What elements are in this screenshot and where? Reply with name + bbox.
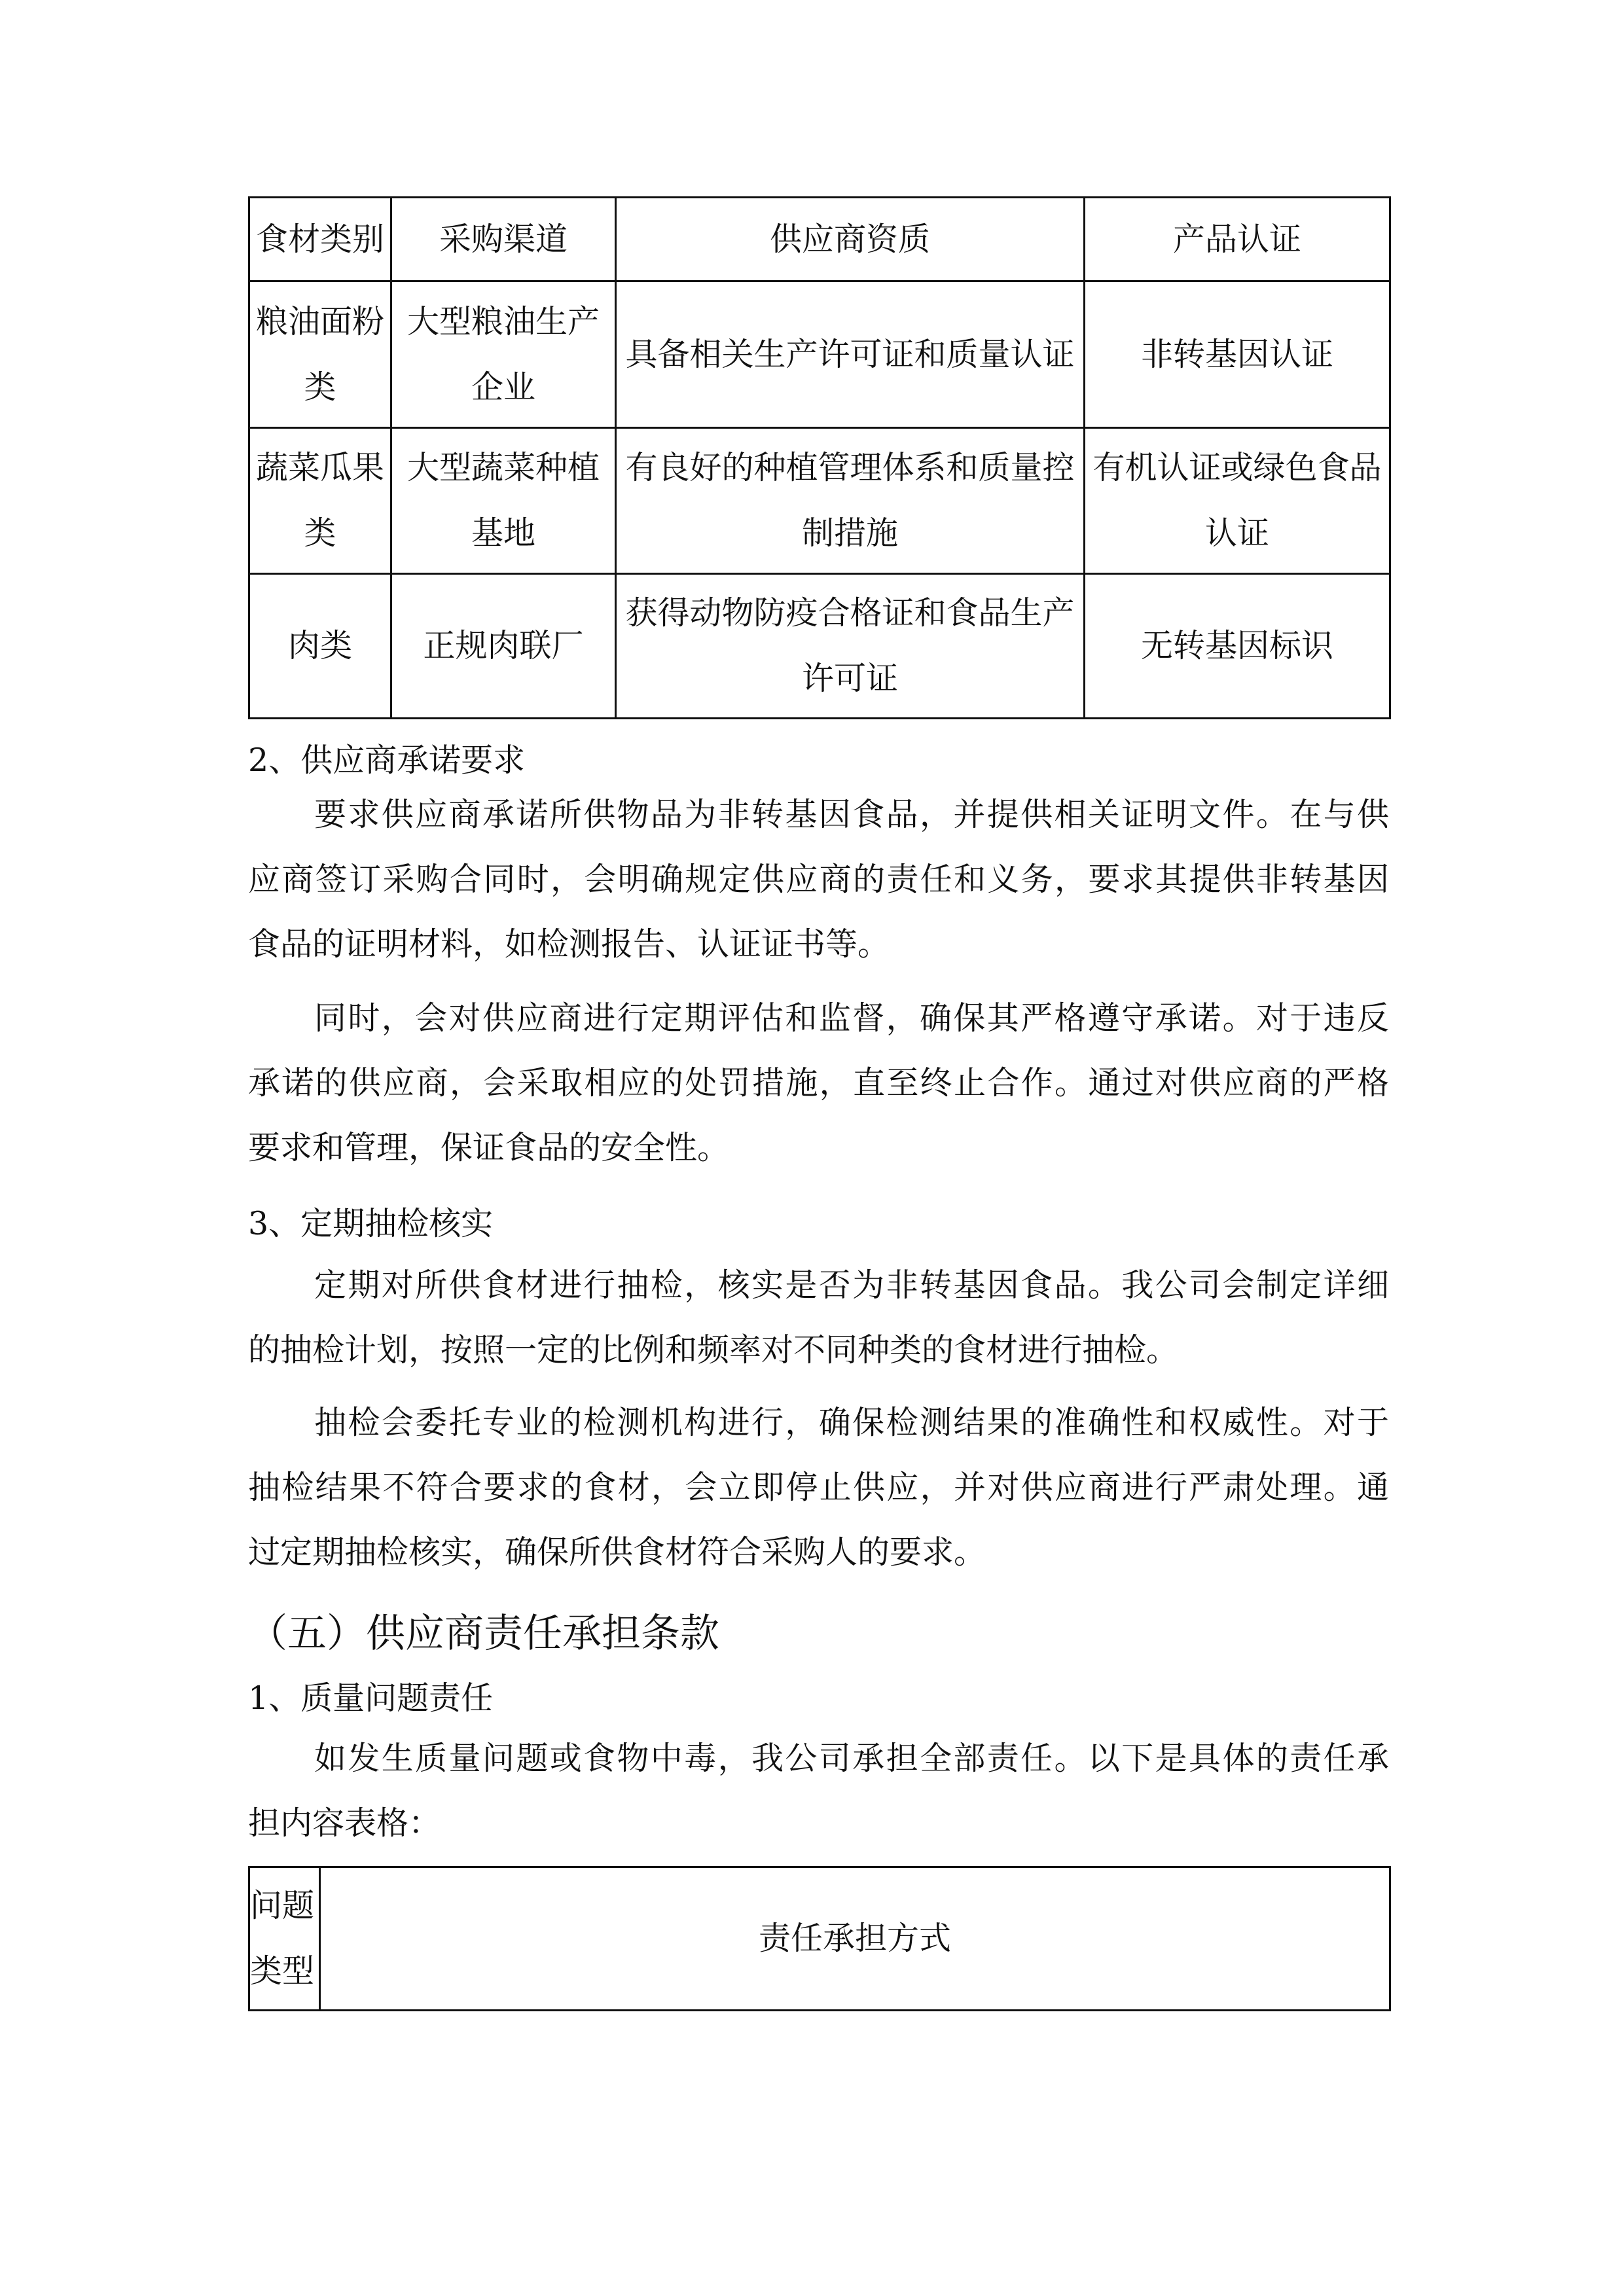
text-line: 要求和管理，保证食品的安全性。 [248, 1129, 730, 1166]
table-header-row [249, 198, 1390, 281]
section-5-heading: （五）供应商责任承担条款 [248, 1611, 719, 1657]
table-cell [391, 281, 616, 428]
table-cell [249, 574, 391, 719]
cell-text: 有机认证或绿色食品 [1092, 449, 1382, 486]
text-line: 要求供应商承诺所供物品为非转基因食品，并提供相关证明文件。在与供 [314, 796, 1389, 833]
table-cell [249, 198, 391, 281]
liability-table [248, 1866, 1391, 2011]
text-line: 过定期抽检核实，确保所供食材符合采购人的要求。 [248, 1534, 986, 1571]
text-line: 应商签订采购合同时，会明确规定供应商的责任和义务，要求其提供非转基因 [248, 861, 1389, 898]
cell-text: 产品认证 [1172, 220, 1301, 258]
table-cell [391, 198, 616, 281]
table-cell [249, 1867, 320, 2011]
text-line: 的抽检计划，按照一定的比例和频率对不同种类的食材进行抽检。 [248, 1331, 1179, 1369]
text-line: 如发生质量问题或食物中毒，我公司承担全部责任。以下是具体的责任承 [314, 1740, 1389, 1777]
cell-text: 许可证 [801, 660, 898, 697]
cell-text: 具备相关生产许可证和质量认证 [625, 335, 1075, 373]
subsection-1-heading: 1、质量问题责任 [248, 1679, 494, 1717]
cell-text: 肉类 [287, 627, 352, 664]
table-cell [1085, 198, 1390, 281]
cell-text: 食材类别 [255, 220, 384, 258]
text-line: 食品的证明材料，如检测报告、认证证书等。 [248, 925, 890, 963]
cell-text: 类 [304, 368, 336, 406]
table-cell [616, 281, 1085, 428]
cell-text: 有良好的种植管理体系和质量控 [625, 449, 1075, 486]
cell-text: 问题 [250, 1887, 315, 1924]
cell-text: 蔬菜瓜果 [255, 449, 384, 486]
cell-text: 基地 [471, 514, 535, 552]
cell-text: 粮油面粉 [255, 302, 384, 340]
text-line: 定期对所供食材进行抽检，核实是否为非转基因食品。我公司会制定详细 [314, 1266, 1389, 1304]
cell-text: 认证 [1204, 514, 1269, 552]
cell-text: 大型粮油生产 [406, 302, 600, 340]
cell-text: 获得动物防疫合格证和食品生产 [625, 594, 1075, 632]
section-3-heading: 3、定期抽检核实 [248, 1205, 494, 1242]
table-header-row [249, 1867, 1390, 2011]
cell-text: 制措施 [801, 514, 898, 552]
table-cell [391, 428, 616, 574]
cell-text: 非转基因认证 [1140, 335, 1333, 373]
cell-text: 类 [304, 514, 336, 552]
food-sourcing-table [248, 196, 1391, 719]
text-line: 抽检会委托专业的检测机构进行，确保检测结果的准确性和权威性。对于 [314, 1404, 1389, 1441]
table-row [249, 428, 1390, 574]
cell-text: 大型蔬菜种植 [406, 449, 600, 486]
text-line: 担内容表格： [248, 1804, 441, 1842]
cell-text: 采购渠道 [439, 220, 568, 258]
table-cell [616, 198, 1085, 281]
table-row [249, 574, 1390, 719]
section-2-heading: 2、供应商承诺要求 [248, 742, 526, 779]
table-cell [249, 428, 391, 574]
text-line: 抽检结果不符合要求的食材，会立即停止供应，并对供应商进行严肃处理。通 [248, 1469, 1389, 1506]
table-cell [391, 574, 616, 719]
table-cell [249, 281, 391, 428]
table-cell [616, 428, 1085, 574]
text-line: 同时，会对供应商进行定期评估和监督，确保其严格遵守承诺。对于违反 [314, 999, 1389, 1037]
cell-text: 供应商资质 [769, 220, 930, 258]
table-cell [1085, 574, 1390, 719]
table-cell [616, 574, 1085, 719]
cell-text: 正规肉联厂 [423, 627, 584, 664]
table-cell [1085, 428, 1390, 574]
cell-text: 无转基因标识 [1140, 627, 1333, 664]
cell-text: 责任承担方式 [758, 1920, 951, 1957]
table-cell [320, 1867, 1390, 2011]
table-cell [1085, 281, 1390, 428]
cell-text: 企业 [471, 368, 535, 406]
cell-text: 类型 [250, 1952, 315, 1990]
text-line: 承诺的供应商，会采取相应的处罚措施，直至终止合作。通过对供应商的严格 [248, 1064, 1389, 1102]
table-row [249, 281, 1390, 428]
